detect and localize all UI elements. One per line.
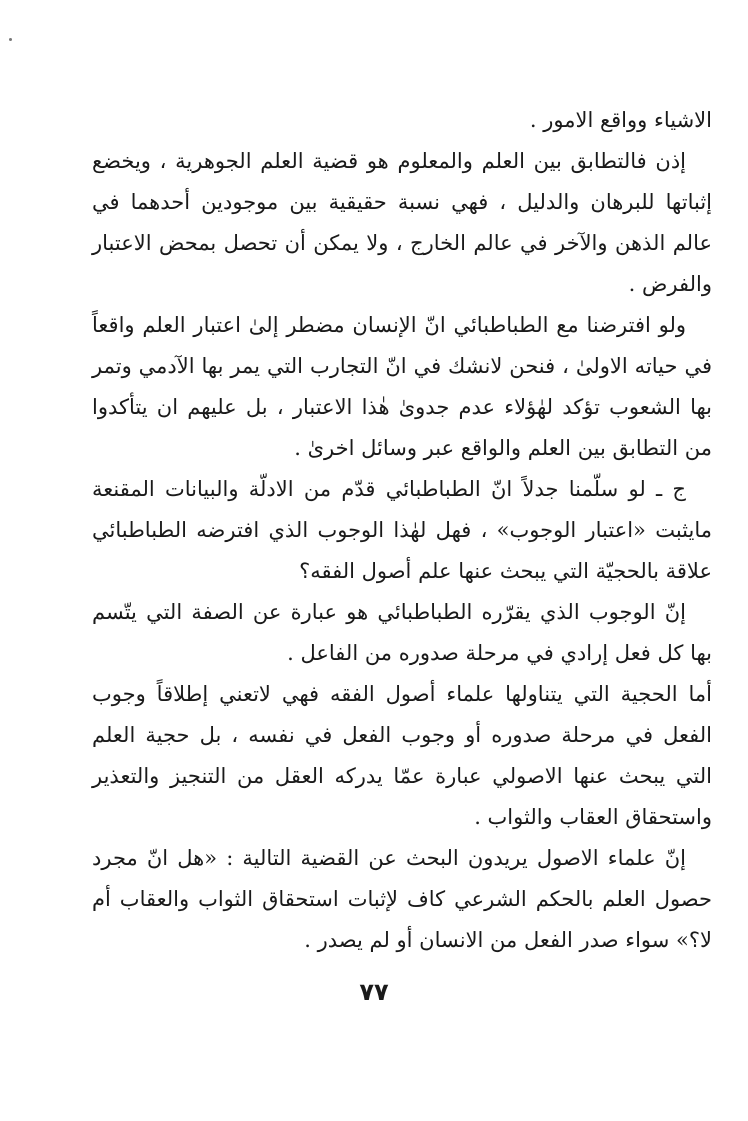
paragraph-7: إنّ علماء الاصول يريدون البحث عن القضية التالية : «هل انّ مجرد حصول العلم بالحكم الشرعي كاف لإثبات استحقاق الثواب والعقاب أم لا؟» سواء صدر الفعل من الانسان أو لم يصدر .	[92, 846, 712, 952]
paragraph-6: أما الحجية التي يتناولها علماء أصول الفقه فهي لاتعني إطلاقاً وجوب الفعل في مرحلة صدوره أو وجوب الفعل في نفسه ، بل حجية العلم التي يبحث عنها الاصولي عبارة عمّا يدركه العقل من التنجيز والتعذير واستحقاق العقاب والثواب .	[92, 682, 712, 829]
paragraph-5: إنّ الوجوب الذي يقرّره الطباطبائي هو عبارة عن الصفة التي يتّسم بها كل فعل إرادي في مرحلة صدوره من الفاعل .	[92, 600, 712, 665]
paragraph-1: الاشياء وواقع الامور .	[529, 108, 712, 132]
page-body	[92, 100, 712, 961]
scan-speck	[9, 38, 12, 41]
paragraph-4: ج ـ لو سلّمنا جدلاً انّ الطباطبائي قدّم من الادلّة والبيانات المقنعة مايثبت «اعتبار الوجوب» ، فهل لهٰذا الوجوب الذي افترضه الطباطبائي علاقة بالحجيّة التي يبحث عنها علم أصول الفقه؟	[92, 477, 712, 583]
paragraph-2: إذن فالتطابق بين العلم والمعلوم هو قضية العلم الجوهرية ، ويخضع إثباتها للبرهان والدليل ، فهي نسبة حقيقية بين موجودين أحدهما في عالم الذهن والآخر في عالم الخارج ، ولا يمكن أن تحصل بمحض الاعتبار والفرض .	[92, 149, 712, 296]
paragraph-3: ولو افترضنا مع الطباطبائي انّ الإنسان مضطر إلىٰ اعتبار العلم واقعاً في حياته الاولىٰ ، فنحن لانشك في انّ التجارب التي يمر بها الآدمي وتمر بها الشعوب تؤكد لهٰؤلاء عدم جدوىٰ هٰذا الاعتبار ، بل عليهم ان يتأكدوا من التطابق بين العلم والواقع عبر وسائل اخرىٰ .	[92, 313, 712, 460]
page-number: ٧٧	[359, 978, 389, 1006]
